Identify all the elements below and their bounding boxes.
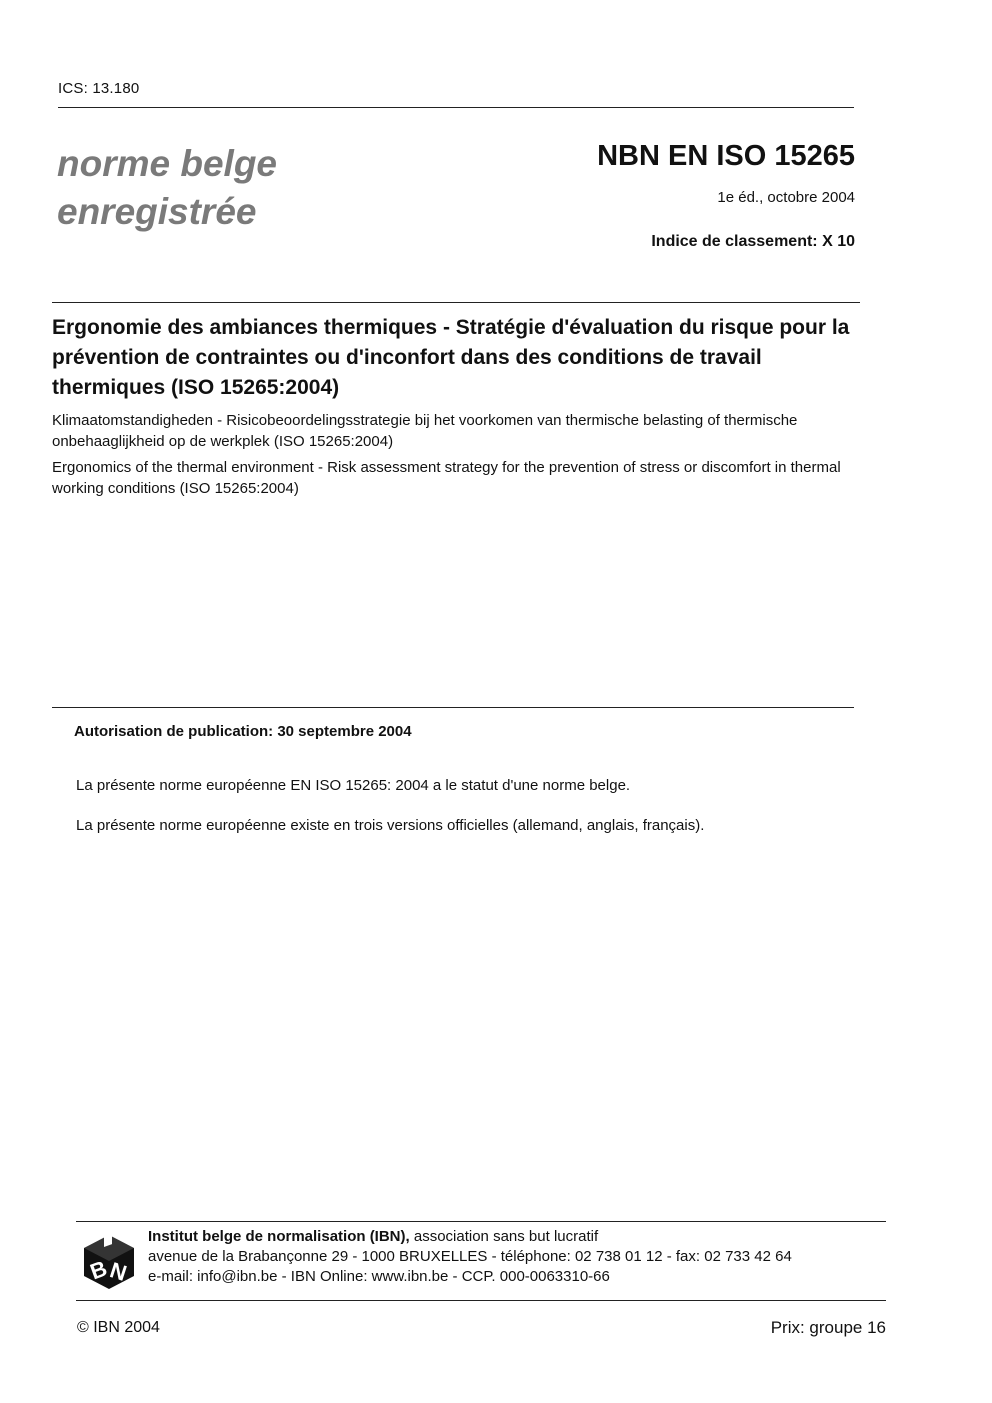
ics-code: ICS: 13.180	[58, 80, 140, 97]
svg-text:N: N	[106, 1257, 130, 1286]
institute-contact: e-mail: info@ibn.be - IBN Online: www.ibn.be - CCP. 000-0063310-66	[148, 1268, 610, 1285]
copyright: © IBN 2004	[77, 1319, 160, 1336]
footer-bottom-divider	[76, 1300, 886, 1301]
header-divider	[58, 107, 854, 108]
svg-text:B: B	[86, 1255, 111, 1285]
status-paragraph: La présente norme européenne EN ISO 15265: 2004 a le statut d'une norme belge.	[76, 777, 631, 794]
versions-paragraph: La présente norme européenne existe en trois versions officielles (allemand, anglais, français).	[76, 817, 705, 834]
price-group: Prix: groupe 16	[770, 1318, 886, 1337]
ibn-logo	[82, 1233, 136, 1291]
norm-type	[57, 140, 277, 236]
standard-number: NBN EN ISO 15265	[597, 140, 855, 172]
title-french: Ergonomie des ambiances thermiques - Stratégie d'évaluation du risque pour la prévention de contraintes ou d'inconfort dans des conditions de travail thermiques (ISO 15265:2004)	[52, 316, 850, 399]
title-dutch: Klimaatomstandigheden - Risicobeoordelingsstrategie bij het voorkomen van thermische belasting of thermische onbehaaglijkheid op de werkplek (ISO 15265:2004)	[52, 412, 798, 450]
title-divider	[52, 302, 860, 303]
institute-line	[148, 1227, 792, 1247]
institute-address: avenue de la Brabançonne 29 - 1000 BRUXELLES - téléphone: 02 738 01 12 - fax: 02 733 42 64	[148, 1248, 792, 1265]
title-english: Ergonomics of the thermal environment - Risk assessment strategy for the prevention of stress or discomfort in thermal working conditions (ISO 15265:2004)	[52, 459, 841, 497]
norm-type-line2: enregistrée	[57, 191, 257, 232]
classification-index: Indice de classement: X 10	[651, 233, 855, 250]
institute-suffix: association sans but lucratif	[413, 1228, 599, 1245]
publication-authorisation: Autorisation de publication: 30 septembre 2004	[74, 723, 412, 740]
norm-type-line1: norme belge	[57, 143, 277, 184]
footer-top-divider	[76, 1221, 886, 1222]
publication-divider	[52, 707, 854, 708]
institute-name: Institut belge de normalisation (IBN),	[148, 1228, 410, 1245]
institute-info	[148, 1227, 792, 1287]
edition-date: 1e éd., octobre 2004	[717, 189, 855, 206]
